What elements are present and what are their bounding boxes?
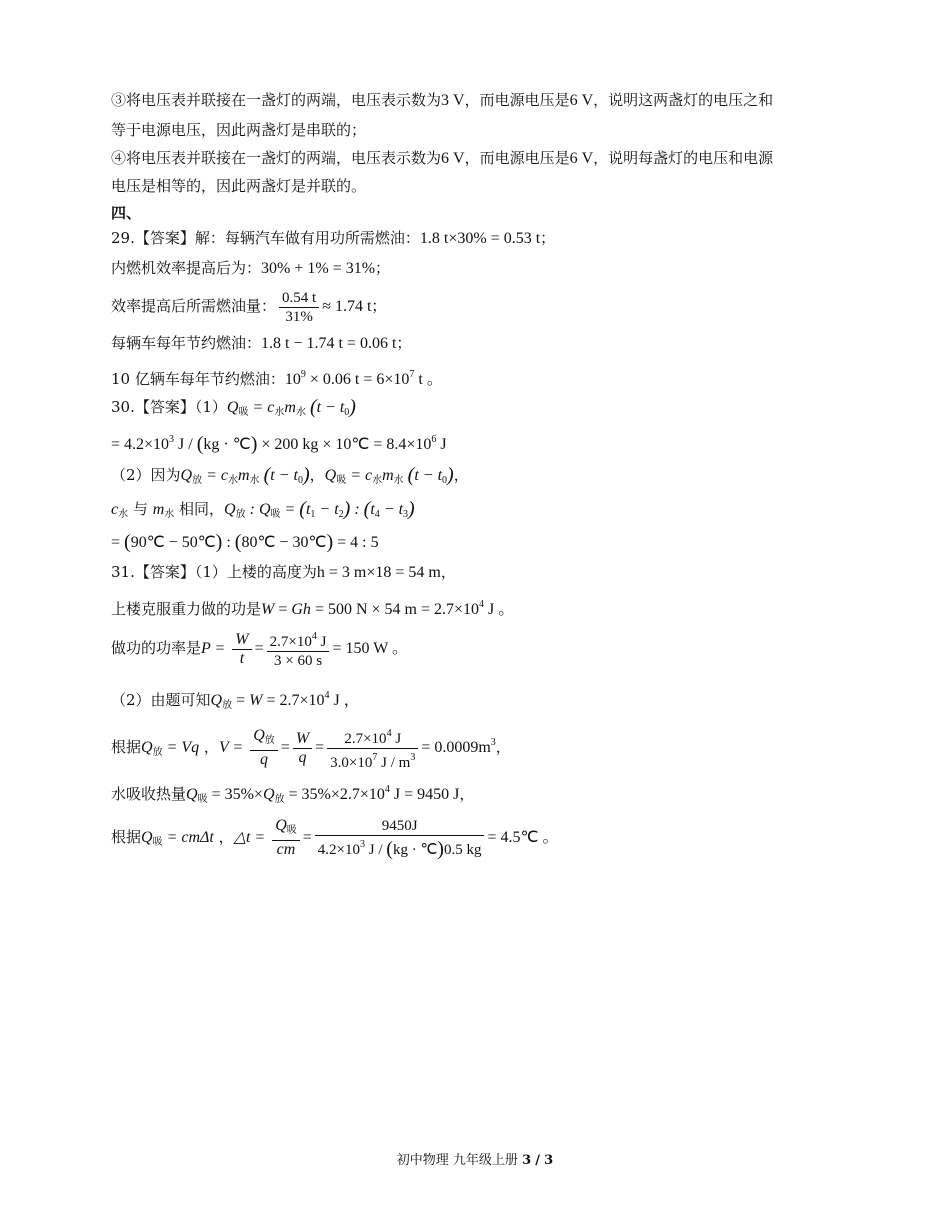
p31-text-1: （1）上楼的高度为 bbox=[194, 563, 317, 581]
p31-result-3: = 150 W 。 bbox=[332, 640, 409, 657]
q4-line-2: 电压是相等的，因此两盏灯是并联的。 bbox=[111, 177, 367, 195]
p30-formula-1: $Q_吸 = c_水m_水$ $(t - t_0)$ bbox=[226, 396, 356, 418]
p31-line-4 bbox=[111, 686, 360, 716]
p29-fraction-num: 0.54 t bbox=[279, 289, 319, 308]
p30-result: = 4 : 5 bbox=[337, 534, 379, 551]
p30-line-4 bbox=[111, 499, 415, 525]
p29-line-4 bbox=[111, 333, 411, 354]
p29-line-2 bbox=[111, 258, 390, 279]
p30-ratio-values: = (90℃ − 50℃) : (80℃ − 30℃) bbox=[111, 531, 334, 553]
p30-formula-3: $Q_吸 = c_水m_水$ $(t - t_0)$ bbox=[324, 464, 454, 486]
q4-line-1 bbox=[111, 148, 773, 169]
footer-separator: / bbox=[535, 1153, 541, 1168]
p31-text-4: （2）由题可知 bbox=[111, 691, 211, 709]
p30-line-3: （2）因为$Q_放 = c_水m_水$ $(t - t_0)$，$Q_吸 = c_水m_水$ $(t - t_0)$， bbox=[111, 464, 469, 486]
p29-fraction bbox=[279, 289, 319, 326]
p29-result-3: ≈ 1.74 t bbox=[322, 298, 372, 315]
p30-part-2: （2）因为 bbox=[111, 466, 181, 484]
q4-text-c: ，说明每盏灯的电压和电源 bbox=[593, 149, 774, 167]
p31-line-1 bbox=[111, 562, 456, 583]
p30-part-1: （1） bbox=[194, 398, 227, 416]
p31-fraction-value: $\frac{2.7\times 10^4 J}{3 \times 60 s}$ bbox=[267, 628, 330, 670]
q4-text-b: ，而电源电压是 bbox=[464, 149, 570, 167]
p29-math-4: 1.8 t − 1.74 t = 0.06 t bbox=[261, 335, 397, 352]
p31-formula-q: $Q_放 = Vq$ bbox=[141, 739, 200, 758]
p31-punct-1: ， bbox=[440, 563, 456, 581]
p30-text-with: 与 bbox=[132, 500, 148, 518]
p30-line-2 bbox=[111, 430, 447, 455]
p29-text-2: 内燃机效率提高后为： bbox=[111, 259, 262, 277]
p29-text-1: 解：每辆汽车做有用功所需燃油： bbox=[194, 229, 420, 247]
footer-page-total: 3 bbox=[544, 1153, 554, 1168]
p29-punct-1: ； bbox=[540, 229, 556, 247]
p31-text-5: 根据 bbox=[111, 738, 142, 756]
p30-c-water: $c_水$ bbox=[111, 501, 129, 520]
q3-text-b: ，而电源电压是 bbox=[464, 91, 570, 109]
p31-fraction-temp: $\frac{9450J}{4.2\times 10^3 J / (kg \cdot ℃)0.5 kg}$ bbox=[315, 817, 485, 859]
p29-line-1 bbox=[111, 228, 555, 249]
q4-text-a: ④将电压表并联接在一盏灯的两端，电压表示数为 bbox=[111, 149, 442, 167]
p30-ratio: $Q_放$ : $Q_吸 = (t_1 - t_2)$ : $(t_4 - t_3)$ bbox=[224, 498, 415, 520]
p31-fraction-w-t: $\frac{W}{t}$ bbox=[232, 631, 251, 668]
p31-punct-6: ， bbox=[459, 785, 475, 803]
p31-line-7: 根据$Q_吸 = cm\Delta t$ ，△t = $\frac{Q_吸}{cm}$ = $\frac{9450J}{4.2\times 10^3 J / (kg \cdot ℃)0.5 kg}$ = 4.5℃ 。 bbox=[111, 817, 559, 860]
p31-line-6 bbox=[111, 780, 474, 810]
p31-unit-4: J ， bbox=[333, 692, 360, 709]
p30-formula-2: $Q_放 = c_水m_水$ $(t - t_0)$ bbox=[180, 464, 310, 486]
page-footer bbox=[0, 1149, 950, 1168]
p29-text-4: 每辆车每年节约燃油： bbox=[111, 334, 262, 352]
p29-line-3 bbox=[111, 286, 386, 327]
p29-text-5: 10 亿辆车每年节约燃油： bbox=[111, 370, 285, 388]
q3-voltage-1: 3 V bbox=[441, 92, 465, 109]
p30-text-same: 相同， bbox=[179, 500, 225, 518]
footer-course: 初中物理 九年级上册 bbox=[396, 1153, 518, 1168]
p29-line-5 bbox=[111, 365, 443, 390]
p31-p-symbol: P = bbox=[201, 640, 230, 657]
q3-text-a: ③将电压表并联接在一盏灯的两端，电压表示数为 bbox=[111, 91, 442, 109]
p31-text-7: 根据 bbox=[111, 828, 142, 846]
p31-answer-label: 31.【答案】 bbox=[111, 563, 195, 581]
p31-fraction-q-q: $\frac{Q_放}{q}$ bbox=[250, 727, 278, 769]
p31-result-7: = 4.5℃ 。 bbox=[487, 829, 559, 846]
p29-punct-3: ； bbox=[371, 297, 387, 315]
p31-fraction-volume: $\frac{2.7\times 10^4 J}{3.0\times 10^7 J / m^3}$ bbox=[327, 725, 418, 772]
q3-text-c: ，说明这两盏灯的电压之和 bbox=[593, 91, 774, 109]
p31-delta-t: △t = bbox=[233, 829, 270, 846]
q3-voltage-2: 6 V bbox=[569, 92, 594, 109]
p29-math-5: $10^9 \times 0.06$ $t = 6\times 10^7$ bbox=[284, 369, 415, 388]
p31-line-5: 根据$Q_放 = Vq$ ，V = $\frac{Q_放}{q}$ = $\frac{W}{q}$ = $\frac{2.7\times 10^4 J}{3.0\times 10^7 J / m^3}$ = $0.0009m^3$， bbox=[111, 719, 511, 777]
q3-line-2: 等于电源电压，因此两盏灯是串联的； bbox=[111, 121, 367, 139]
p29-text-3: 效率提高后所需燃油量： bbox=[111, 297, 277, 315]
p29-punct-2: ； bbox=[375, 259, 391, 277]
p30-line-1 bbox=[111, 397, 356, 423]
p31-v-symbol: V = bbox=[218, 739, 248, 756]
p30-line-5 bbox=[111, 532, 379, 553]
p31-unit-2: J 。 bbox=[488, 601, 515, 618]
p29-fraction-den: 31% bbox=[285, 308, 313, 325]
p31-math-1: h = 3 m×18 = 54 m bbox=[316, 564, 441, 581]
p31-punct-5: ， bbox=[495, 738, 511, 756]
p30-calc-1: = $4.2\times 10^3$ J / (kg · ℃) × 200 kg × 10℃ = $8.4\times 10^6$ J bbox=[111, 433, 447, 455]
p31-fraction-q-cm: $\frac{Q_吸}{cm}$ bbox=[272, 817, 300, 859]
q4-voltage-2: 6 V bbox=[569, 150, 594, 167]
p29-math-2: 30% + 1% = 31% bbox=[261, 260, 376, 277]
section-heading: 四、 bbox=[111, 204, 142, 222]
p29-unit-5: t 。 bbox=[418, 371, 443, 388]
footer-page-number: 3 bbox=[522, 1153, 532, 1168]
p31-text-6: 水吸收热量 bbox=[111, 785, 187, 803]
p31-formula-cm: $Q_吸 = cm\Delta t$ bbox=[141, 829, 214, 848]
p29-math-1: 1.8 t×30% = 0.53 t bbox=[419, 230, 541, 247]
p31-line-2 bbox=[111, 595, 514, 620]
p31-text-2: 上楼克服重力做的功是 bbox=[111, 600, 262, 618]
p31-math-2: W = Gh = 500 N × 54 $m = 2.7\times 10^4$ bbox=[261, 599, 485, 618]
p30-m-water: $m_水$ bbox=[152, 501, 175, 520]
p31-math-4: $Q_放 = W = 2.7\times 10^4$ bbox=[210, 690, 330, 711]
p31-fraction-w-q: $\frac{W}{q}$ bbox=[293, 730, 312, 767]
p30-answer-label: 30.【答案】 bbox=[111, 398, 195, 416]
p31-line-3: 做功的功率是P = $\frac{W}{t}$ = $\frac{2.7\times 10^4 J}{3 \times 60 s}$ = 150 W 。 bbox=[111, 623, 408, 674]
p31-volume-result: = $0.0009m^3$ bbox=[421, 737, 496, 756]
p29-punct-4: ； bbox=[396, 334, 412, 352]
q4-voltage-1: 6 V bbox=[441, 150, 465, 167]
q3-line-1 bbox=[111, 90, 773, 111]
p29-answer-label: 29.【答案】 bbox=[111, 229, 195, 247]
p31-math-6: $Q_吸 = 35\%\times Q_放 = 35\%\times 2.7\times 10^4$ J = 9450 J bbox=[186, 784, 460, 805]
p31-text-3: 做功的功率是 bbox=[111, 639, 202, 657]
